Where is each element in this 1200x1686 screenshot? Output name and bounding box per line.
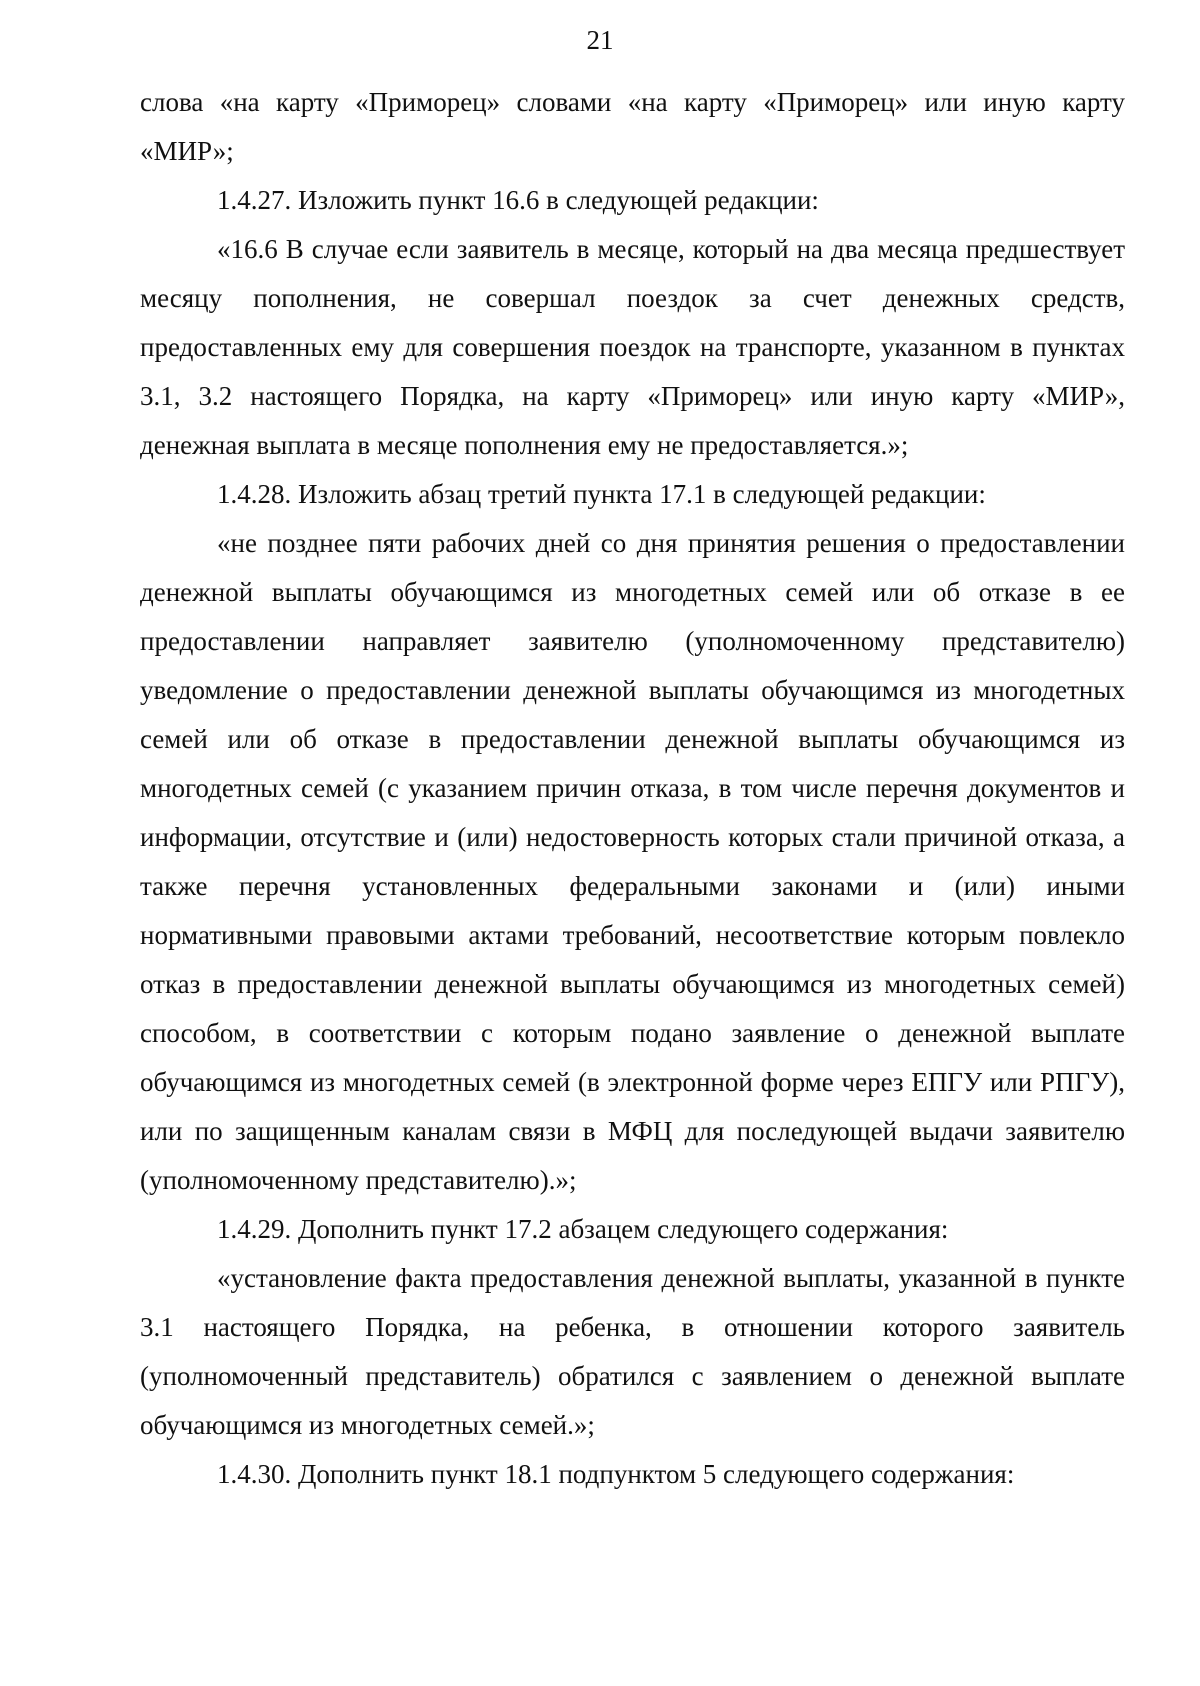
document-body	[140, 78, 1125, 1499]
paragraph-1-4-28: 1.4.28. Изложить абзац третий пункта 17.1 в следующей редакции:	[217, 479, 986, 509]
paragraph-17-1-text: «не позднее пяти рабочих дней со дня принятия решения о предоставлении денежной выплаты обучающимся из многодетных семей или об отказе в ее предоставлении направляет заявителю (уполномоченному представителю) уведомление о предоставлении денежной выплаты обучающимся из многодетных семей или об отказе в предоставлении денежной выплаты обучающимся из многодетных семей (с указанием причин отказа, в том числе перечня документов и информации, отсутствие и (или) недостоверность которых стали причиной отказа, а также перечня установленных федеральными законами и (или) иными нормативными правовыми актами требований, несоответствие которым повлекло отказ в предоставлении денежной выплаты обучающимся из многодетных семей) способом, в соответствии с которым подано заявление о денежной выплате обучающимся из многодетных семей (в электронной форме через ЕПГУ или РПГУ), или по защищенным каналам связи в МФЦ для последующей выдачи заявителю (уполномоченному представителю).»;	[140, 528, 1125, 1195]
paragraph-1-4-29: 1.4.29. Дополнить пункт 17.2 абзацем следующего содержания:	[217, 1214, 949, 1244]
paragraph-continuation: слова «на карту «Приморец» словами «на карту «Приморец» или иную карту «МИР»;	[140, 87, 1125, 166]
paragraph-16-6-text: «16.6 В случае если заявитель в месяце, который на два месяца предшествует месяцу пополнения, не совершал поездок за счет денежных средств, предоставленных ему для совершения поездок на транспорте, указанном в пунктах 3.1, 3.2 настоящего Порядка, на карту «Приморец» или иную карту «МИР», денежная выплата в месяце пополнения ему не предоставляется.»;	[140, 234, 1125, 460]
paragraph-1-4-30: 1.4.30. Дополнить пункт 18.1 подпунктом 5 следующего содержания:	[217, 1459, 1015, 1489]
page-number: 21	[586, 25, 614, 55]
paragraph-1-4-27: 1.4.27. Изложить пункт 16.6 в следующей редакции:	[217, 185, 819, 215]
paragraph-17-2-text: «установление факта предоставления денежной выплаты, указанной в пункте 3.1 настоящего Порядка, на ребенка, в отношении которого заявитель (уполномоченный представитель) обратился с заявлением о денежной выплате обучающимся из многодетных семей.»;	[140, 1263, 1125, 1440]
